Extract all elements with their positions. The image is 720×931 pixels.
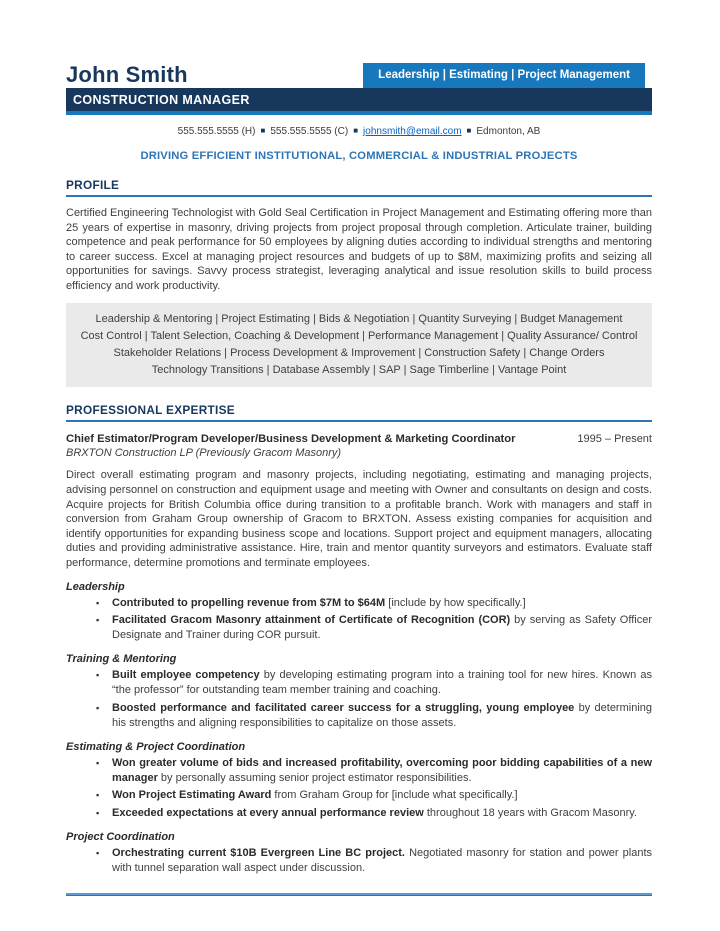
- separator-square-icon: ■: [260, 126, 266, 135]
- candidate-name: John Smith: [66, 62, 188, 87]
- skills-box: [66, 303, 652, 388]
- skills-line: Cost Control | Talent Selection, Coaching & Development | Performance Management | Quality Assurance/ Control: [80, 329, 638, 342]
- job-dates: 1995 – Present: [577, 433, 652, 446]
- job-header-row: [66, 433, 652, 445]
- section-heading-profile: PROFILE: [66, 178, 652, 197]
- location-text: Edmonton, AB: [476, 126, 541, 137]
- bullet-text: Contributed to propelling revenue from $7M to $64M [include by how specifically.]: [112, 596, 526, 609]
- list-item: [66, 806, 652, 821]
- contact-line: [66, 126, 652, 137]
- skills-line: Stakeholder Relations | Process Development & Improvement | Construction Safety | Change Orders: [113, 346, 605, 359]
- list-item: [66, 613, 652, 643]
- page-bottom-divider: [66, 893, 652, 896]
- bullet-text: Exceeded expectations at every annual performance review throughout 18 years with Gracom Masonry.: [112, 806, 637, 819]
- bullet-icon: ▪: [96, 790, 100, 801]
- phone-home: 555.555.5555 (H): [177, 126, 256, 137]
- group-heading-estimating: Estimating & Project Coordination: [66, 740, 246, 753]
- job-company: BRXTON Construction LP (Previously Gracom Masonry): [66, 447, 342, 460]
- bullet-text: Boosted performance and facilitated career success for a struggling, young employee by determining his strengths and aligning responsibilities to capitalize on those assets.: [112, 701, 652, 729]
- group-heading-leadership: Leadership: [66, 580, 125, 593]
- skills-badge: Leadership | Estimating | Project Management: [363, 63, 645, 88]
- bullet-list: [66, 596, 652, 644]
- bullet-list: [66, 846, 652, 876]
- skills-line: Leadership & Mentoring | Project Estimating | Bids & Negotiation | Quantity Surveying | Budget Management: [95, 312, 623, 325]
- resume-content: [66, 0, 652, 896]
- bullet-icon: ▪: [96, 597, 100, 608]
- list-item: [66, 596, 652, 611]
- job-title-bar-text: CONSTRUCTION MANAGER: [73, 92, 250, 107]
- email-link[interactable]: johnsmith@email.com: [363, 126, 462, 137]
- bullet-list: [66, 668, 652, 731]
- separator-square-icon: ■: [353, 126, 359, 135]
- job-title-bar: [66, 88, 652, 115]
- bullet-icon: ▪: [96, 702, 100, 713]
- phone-cell: 555.555.5555 (C): [270, 126, 349, 137]
- bullet-icon: ▪: [96, 757, 100, 768]
- separator-square-icon: ■: [466, 126, 472, 135]
- bullet-icon: ▪: [96, 807, 100, 818]
- list-item: [66, 701, 652, 731]
- list-item: [66, 756, 652, 786]
- bullet-text: Won greater volume of bids and increased profitability, overcoming poor bidding capabilities of a new manager by personally assuming senior project estimator responsibilities.: [112, 756, 652, 785]
- section-heading-expertise: PROFESSIONAL EXPERTISE: [66, 403, 652, 422]
- list-item: [66, 846, 652, 876]
- header: [66, 0, 652, 88]
- skills-line: Technology Transitions | Database Assembly | SAP | Sage Timberline | Vantage Point: [151, 364, 567, 377]
- bullet-text: Orchestrating current $10B Evergreen Line BC project. Negotiated masonry for station and power plants with tunnel separation wall aspect under discussion.: [112, 846, 652, 874]
- bullet-text: Won Project Estimating Award from Graham Group for [include what specifically.]: [112, 789, 518, 802]
- bullet-icon: ▪: [96, 670, 100, 681]
- list-item: [66, 788, 652, 803]
- job-title: Chief Estimator/Program Developer/Business Development & Marketing Coordinator: [66, 433, 516, 446]
- bullet-text: Built employee competency by developing estimating program into a training tool for new hires. Known as “the professor” for outstanding team member training and coaching.: [112, 669, 652, 697]
- profile-paragraph: Certified Engineering Technologist with Gold Seal Certification in Project Management and Estimating offering more than 25 years of expertise in masonry, driving projects from project proposal through completion. Articulate trainer, building competence and peak performance for 50 employees by aligning duties according to individual strengths and mentoring to career success. Excel at managing project resources and budgets of up to $8M, maximizing profits and seizing all opportunities for savings. Savvy process strategist, leveraging analytical and issue resolution skills to build process efficiency and work productivity.: [66, 207, 652, 292]
- job-summary-paragraph: Direct overall estimating program and masonry projects, including negotiating, estimating and managing projects, advising personnel on construction and equipment usage and meeting with Owner and consultants on design and costs. Acquire projects for British Columbia office during transition to a profitable branch. Work with managers and staff in conversion from Graham Group ownership of Gracom to BRXTON. Assess existing companies for acquisition and identify opportunities for expanding business scope and locations. Support project and equipment managers, allocating duties and providing administrative assistance. Hire, train and mentor quantity surveyors and estimators. Evaluate staff performance, determine promotions and terminate employees.: [66, 469, 652, 569]
- tagline: DRIVING EFFICIENT INSTITUTIONAL, COMMERCIAL & INDUSTRIAL PROJECTS: [140, 150, 578, 162]
- bullet-text: Facilitated Gracom Masonry attainment of Certificate of Recognition (COR) by serving as Safety Officer Designate and Trainer during COR pursuit.: [112, 613, 652, 641]
- bullet-icon: ▪: [96, 614, 100, 625]
- group-heading-training: Training & Mentoring: [66, 653, 177, 666]
- group-heading-project: Project Coordination: [66, 830, 175, 843]
- bullet-list: [66, 756, 652, 821]
- bullet-icon: ▪: [96, 847, 100, 858]
- list-item: [66, 668, 652, 698]
